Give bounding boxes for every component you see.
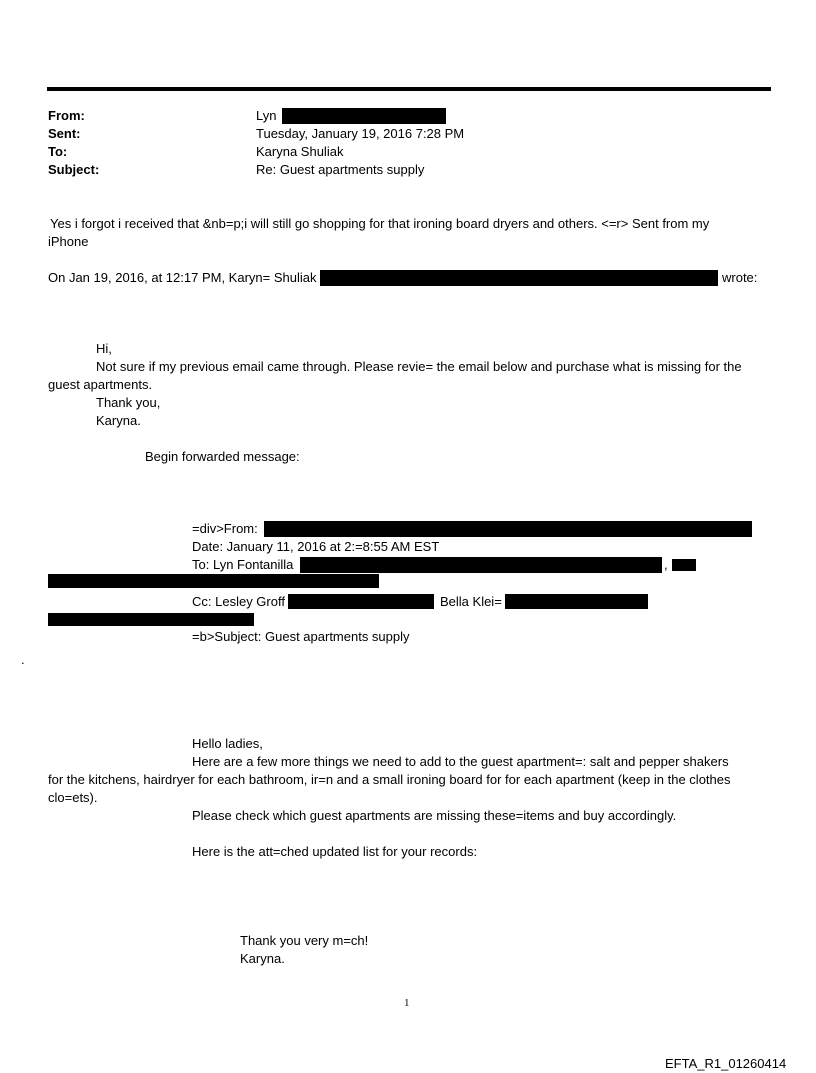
- body-thanks: Thank you very m=ch!: [240, 933, 369, 948]
- sent-value: Tuesday, January 19, 2016 7:28 PM: [256, 126, 465, 141]
- redaction-fwd-to-2: [672, 559, 696, 571]
- fwd-cc-2: Bella Klei=: [440, 594, 502, 609]
- stray-mark: .: [21, 652, 25, 667]
- forwarded-label: Begin forwarded message:: [145, 449, 300, 464]
- redaction-fwd-to-3: [48, 574, 379, 588]
- reply-line-2: iPhone: [48, 234, 89, 249]
- from-value: Lyn: [256, 108, 277, 123]
- redaction-fwd-from: [264, 521, 752, 537]
- body-line-5: Here is the att=ched updated list for your records:: [192, 844, 478, 859]
- body-line-2: for the kitchens, hairdryer for each bathroom, ir=n and a small ironing board for for each apartment (keep in the clothes: [48, 772, 731, 787]
- fwd-to: To: Lyn Fontanilla: [192, 557, 294, 572]
- subject-value: Re: Guest apartments supply: [256, 162, 425, 177]
- from-label: From:: [48, 108, 85, 123]
- quoted-line-1: Not sure if my previous email came through. Please revie= the email below and purchase what is missing for the: [96, 359, 742, 374]
- reply-line-1: Yes i forgot i received that &nb=p;i will still go shopping for that ironing board dryers and others. <=r> Sent from my: [50, 216, 710, 231]
- quoted-greeting: Hi,: [96, 341, 112, 356]
- quote-header-prefix: On Jan 19, 2016, at 12:17 PM, Karyn= Shuliak: [48, 270, 317, 285]
- redaction-fwd-cc-3: [48, 613, 254, 626]
- body-line-4: Please check which guest apartments are missing these=items and buy accordingly.: [192, 808, 677, 823]
- fwd-cc: Cc: Lesley Groff: [192, 594, 285, 609]
- redaction-fwd-to-1: [300, 557, 662, 573]
- quoted-sign: Karyna.: [96, 413, 141, 428]
- quoted-thanks: Thank you,: [96, 395, 161, 410]
- quoted-line-2: guest apartments.: [48, 377, 153, 392]
- body-sign: Karyna.: [240, 951, 285, 966]
- redaction-sender-email: [320, 270, 718, 286]
- document-id: EFTA_R1_01260414: [665, 1056, 787, 1071]
- fwd-subject: =b>Subject: Guest apartments supply: [192, 629, 410, 644]
- page-number: 1: [404, 997, 410, 1009]
- redaction-fwd-cc-2: [505, 594, 648, 609]
- body-line-3: clo=ets).: [48, 790, 98, 805]
- subject-label: Subject:: [48, 162, 100, 177]
- fwd-date: Date: January 11, 2016 at 2:=8:55 AM EST: [192, 539, 440, 554]
- quote-header-suffix: wrote:: [722, 270, 758, 285]
- redaction-fwd-cc-1: [288, 594, 434, 609]
- to-value: Karyna Shuliak: [256, 144, 344, 159]
- body-line-1: Here are a few more things we need to add to the guest apartment=: salt and pepper shakers: [192, 754, 729, 769]
- sent-label: Sent:: [48, 126, 81, 141]
- fwd-from: =div>From:: [192, 521, 258, 536]
- redaction-from: [282, 108, 446, 124]
- header-rule: [47, 87, 771, 91]
- to-label: To:: [48, 144, 68, 159]
- body-greeting: Hello ladies,: [192, 736, 263, 751]
- fwd-to-comma: ,: [664, 557, 668, 572]
